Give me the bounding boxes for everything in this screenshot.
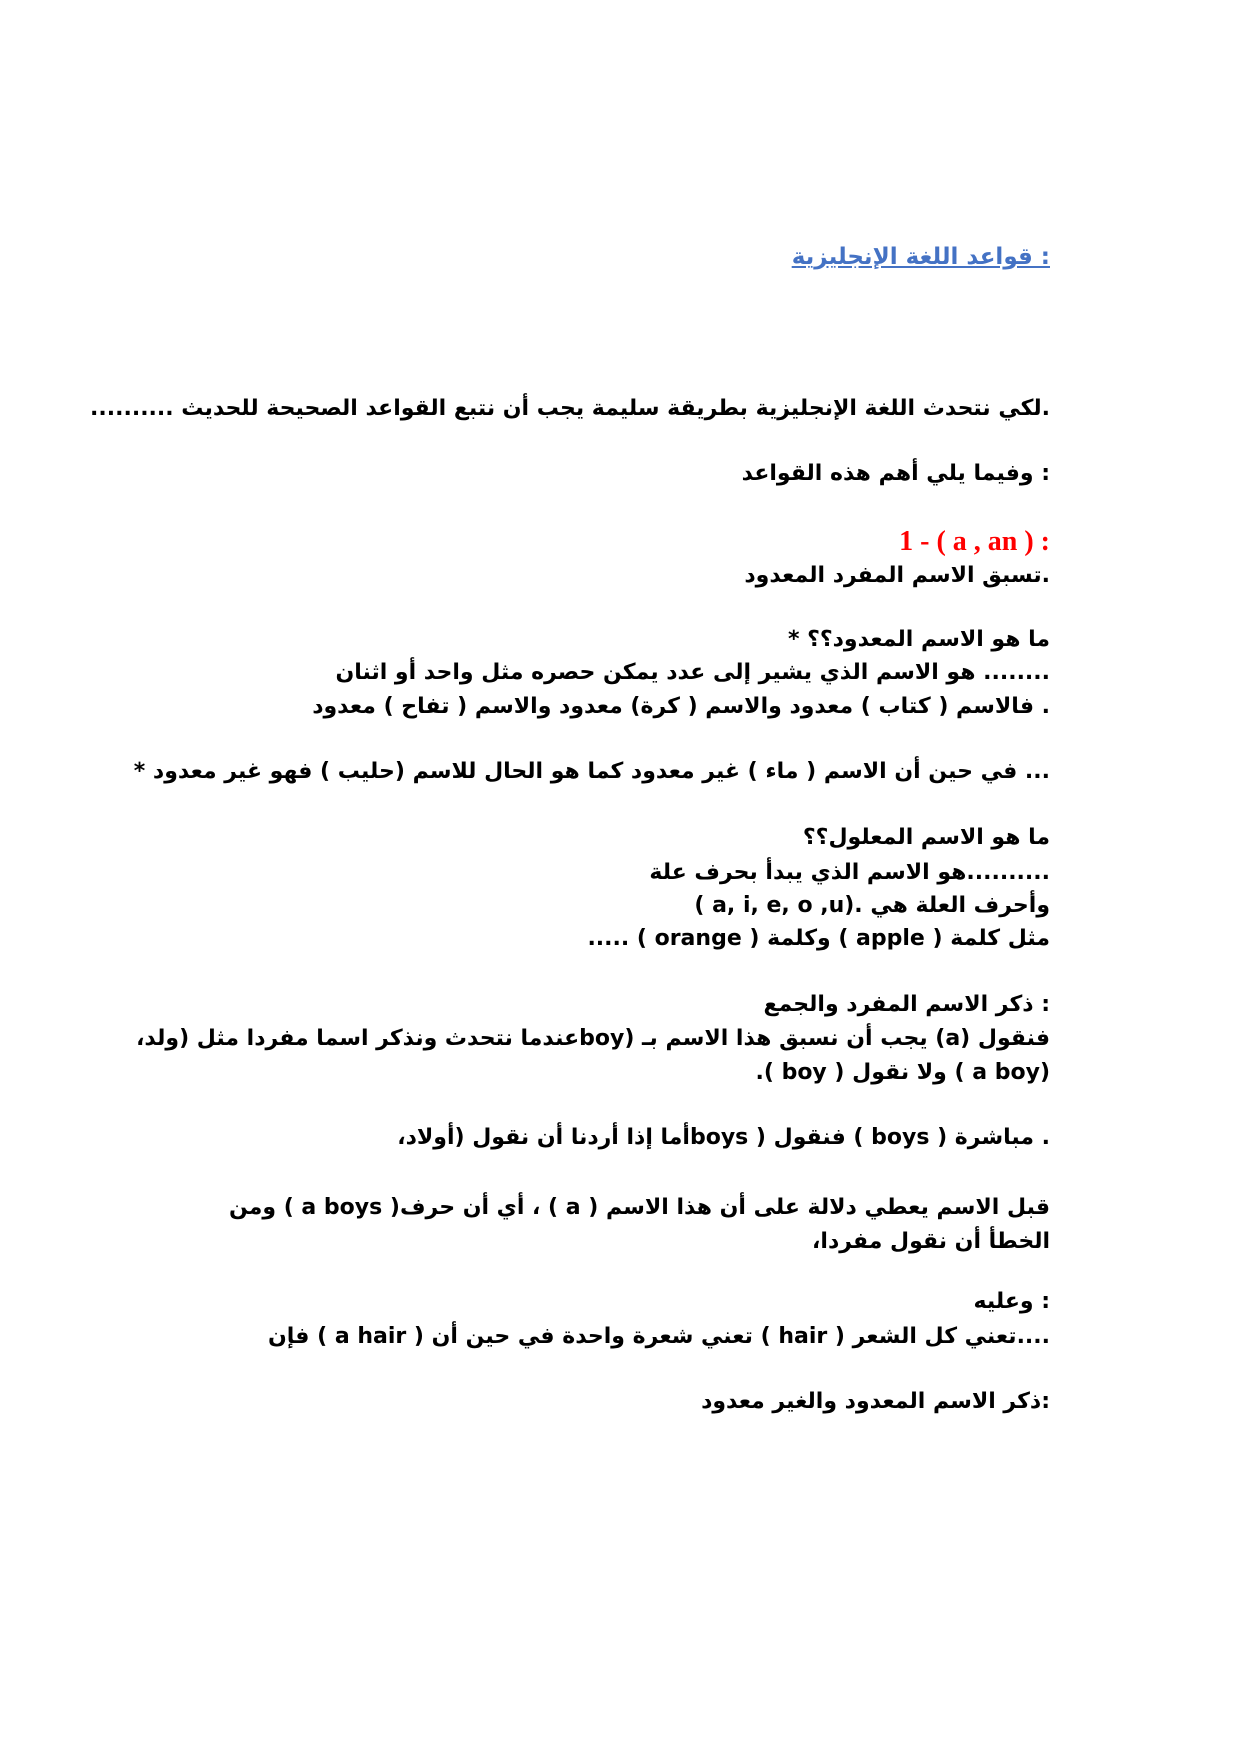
text-line: ........ هو الاسم الذي يشير إلى عدد يمكن حصره مثل واحد أو اثنان <box>335 660 1050 685</box>
text-line: ..........هو الاسم الذي يبدأ بحرف علة <box>649 860 1050 885</box>
intro-line: .لكي نتحدث اللغة الإنجليزية بطريقة سليمة يجب أن نتبع القواعد الصحيحة للحديث .......... <box>90 396 1050 421</box>
document-title[interactable]: : قواعد اللغة الإنجليزية <box>791 244 1050 270</box>
text-line: فنقول (a) يجب أن نسبق هذا الاسم بـ (boyعندما نتحدث ونذكر اسما مفردا مثل (ولد، <box>136 1026 1050 1051</box>
text-line: .تسبق الاسم المفرد المعدود <box>744 563 1050 588</box>
subheading-line: : وعليه <box>973 1289 1050 1314</box>
text-line: . فالاسم ( كتاب ) معدود والاسم ( كرة) معدود والاسم ( تفاح ) معدود <box>312 694 1050 719</box>
question-line: ما هو الاسم المعدود؟؟ * <box>787 627 1050 652</box>
subheading-line: : ذكر الاسم المفرد والجمع <box>763 992 1050 1017</box>
text-line: . مباشرة ( boys ) فنقول ( boysأما إذا أردنا أن نقول (أولاد، <box>397 1125 1050 1150</box>
subheading-line: :ذكر الاسم المعدود والغير معدود <box>701 1389 1050 1414</box>
section-heading-a-an: 1 - ( a , an ) : <box>899 526 1050 557</box>
text-line: ... في حين أن الاسم ( ماء ) غير معدود كما هو الحال للاسم (حليب ) فهو غير معدود * <box>133 759 1050 784</box>
text-line: ....تعني كل الشعر ( hair ) تعني شعرة واحدة في حين أن ( a hair ) فإن <box>268 1324 1050 1349</box>
rules-intro-line: : وفيما يلي أهم هذه القواعد <box>741 461 1050 486</box>
text-line: .( boy ) ولا نقول ( a boy) <box>755 1060 1050 1085</box>
text-paragraph: قبل الاسم يعطي دلالة على أن هذا الاسم ( a ) ، أي أن حرف( a boys ) ومن الخطأ أن نقول مفردا، <box>228 1195 1050 1254</box>
text-line: ..... ( orange ) وكلمة ( apple ) مثل كلمة <box>587 926 1050 951</box>
question-line: ما هو الاسم المعلول؟؟ <box>802 825 1050 850</box>
text-line: ( a, i, e, o ,u). وأحرف العلة هي <box>694 893 1050 918</box>
